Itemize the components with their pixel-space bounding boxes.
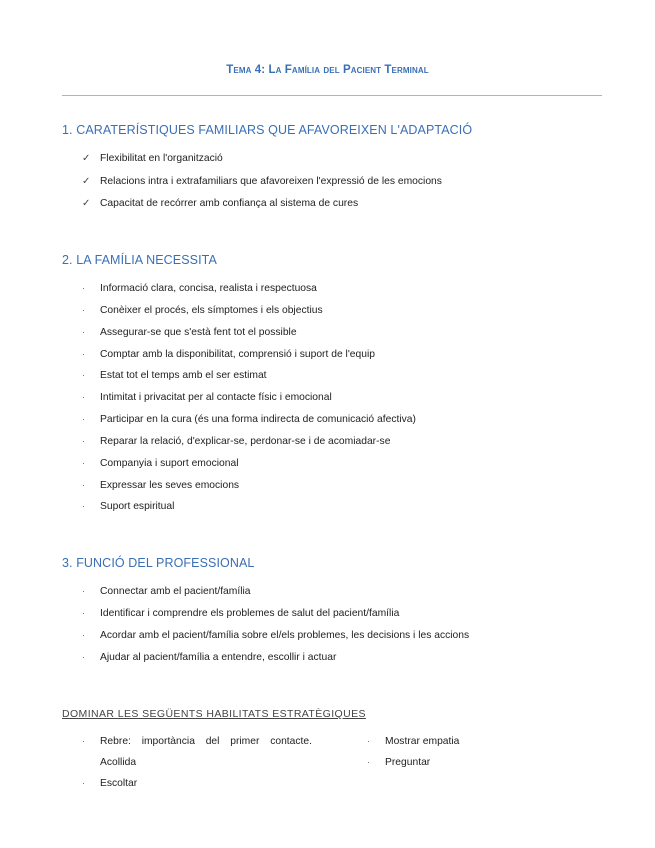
list-item xyxy=(82,731,312,773)
list-item xyxy=(82,327,416,349)
list-item xyxy=(367,731,459,752)
section-3-list xyxy=(82,586,469,673)
dot-bullet-icon: · xyxy=(82,370,85,381)
list-item-text: Suport espiritual xyxy=(100,501,175,513)
section-1-list xyxy=(82,153,442,221)
list-item-text: Acordar amb el pacient/família sobre el/els problemes, les decisions i les accions xyxy=(100,629,470,641)
list-item-text: Connectar amb el pacient/família xyxy=(100,586,251,597)
list-item-text: Participar en la cura (és una forma indirecta de comunicació afectiva) xyxy=(100,414,416,426)
dot-bullet-icon: · xyxy=(82,629,85,640)
dot-bullet-icon: · xyxy=(82,586,85,596)
check-icon: ✓ xyxy=(82,198,91,209)
list-item xyxy=(82,198,442,221)
list-item xyxy=(82,608,469,630)
dot-bullet-icon: · xyxy=(82,392,85,403)
list-item xyxy=(367,752,459,773)
dot-bullet-icon: · xyxy=(82,435,85,446)
list-item-text: Rebre: importància del primer contacte. Acollida xyxy=(100,736,312,768)
list-item xyxy=(82,652,469,674)
section-2-heading: 2. LA FAMÍLIA NECESSITA xyxy=(62,253,217,267)
list-item xyxy=(82,586,469,608)
list-item-text: Estat tot el temps amb el ser estimat xyxy=(100,370,267,382)
skills-heading: DOMINAR LES SEGÜENTS HABILITATS ESTRATÈGIQUES xyxy=(62,708,366,720)
list-item xyxy=(82,349,416,371)
list-item-text: Conèixer el procés, els símptomes i els objectius xyxy=(100,304,323,316)
list-item xyxy=(82,392,416,414)
list-item-text: Informació clara, concisa, realista i respectuosa xyxy=(100,283,317,294)
dot-bullet-icon: · xyxy=(367,757,370,767)
list-item xyxy=(82,773,312,794)
list-item-text: Ajudar al pacient/família a entendre, escollir i actuar xyxy=(100,651,337,663)
list-item-text: Companyia i suport emocional xyxy=(100,457,239,469)
list-item xyxy=(82,153,442,176)
dot-bullet-icon: · xyxy=(82,736,85,746)
list-item xyxy=(82,283,416,305)
list-item xyxy=(82,480,416,502)
page-title: Tema 4: La Família del Pacient Terminal xyxy=(226,64,429,76)
dot-bullet-icon: · xyxy=(82,326,85,337)
dot-bullet-icon: · xyxy=(82,304,85,315)
list-item xyxy=(82,458,416,480)
dot-bullet-icon: · xyxy=(82,479,85,490)
title-divider xyxy=(62,95,602,96)
list-item-text: Preguntar xyxy=(385,757,431,768)
list-item-text: Expressar les seves emocions xyxy=(100,479,240,491)
list-item xyxy=(82,414,416,436)
dot-bullet-icon: · xyxy=(367,736,370,746)
list-item-text: Escoltar xyxy=(100,778,138,789)
dot-bullet-icon: · xyxy=(82,607,85,618)
list-item-text: Comptar amb la disponibilitat, comprensió i suport de l'equip xyxy=(100,348,375,360)
dot-bullet-icon: · xyxy=(82,457,85,468)
list-item xyxy=(82,370,416,392)
dot-bullet-icon: · xyxy=(82,651,85,662)
list-item-text: Relacions intra i extrafamiliars que afavoreixen l'expressió de les emocions xyxy=(100,175,442,187)
list-item xyxy=(82,176,442,199)
dot-bullet-icon: · xyxy=(82,414,85,425)
check-icon: ✓ xyxy=(82,153,91,164)
list-item-text: Flexibilitat en l'organització xyxy=(100,153,223,164)
list-item-text: Assegurar-se que s'està fent tot el possible xyxy=(100,326,297,338)
skills-right-column xyxy=(367,731,459,773)
section-1-heading: 1. CARATERÍSTIQUES FAMILIARS QUE AFAVOREIXEN L'ADAPTACIÓ xyxy=(62,123,473,137)
dot-bullet-icon: · xyxy=(82,778,85,788)
list-item xyxy=(82,305,416,327)
list-item xyxy=(82,501,416,523)
list-item-text: Intimitat i privacitat per al contacte físic i emocional xyxy=(100,392,332,404)
dot-bullet-icon: · xyxy=(82,348,85,359)
list-item-text: Mostrar empatia xyxy=(385,736,460,747)
list-item-text: Capacitat de recórrer amb confiança al sistema de cures xyxy=(100,198,359,209)
skills-left-column xyxy=(82,731,312,794)
dot-bullet-icon: · xyxy=(82,501,85,512)
check-icon: ✓ xyxy=(82,175,91,187)
section-3-heading: 3. FUNCIÓ DEL PROFESSIONAL xyxy=(62,556,255,570)
dot-bullet-icon: · xyxy=(82,283,85,293)
list-item-text: Identificar i comprendre els problemes de salut del pacient/família xyxy=(100,607,400,619)
list-item xyxy=(82,436,416,458)
list-item-text: Reparar la relació, d'explicar-se, perdonar-se i de acomiadar-se xyxy=(100,435,391,447)
list-item xyxy=(82,630,469,652)
section-2-list xyxy=(82,283,416,523)
